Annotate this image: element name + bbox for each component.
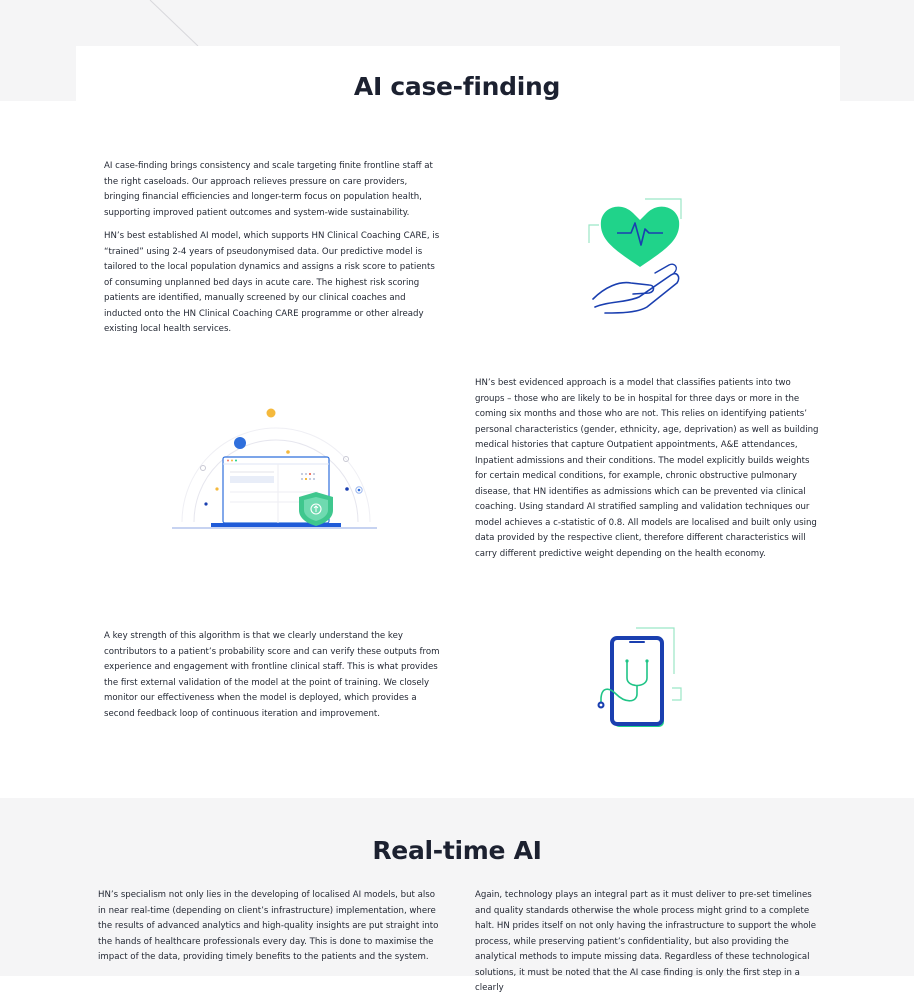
realtime-right-paragraph: Again, technology plays an integral part as it must deliver to pre-set timelines and quality standards otherwise the whole process might grind to a complete halt. HN prides itself on not only having the infrastructure to support the whole process, while preserving patient’s confidentiality, but also providing the analytical methods to impute missing data. Regardless of these technological solutions, it must be noted that the AI case finding is only the first step in a clearly — [475, 890, 817, 993]
section-title-case-finding: AI case-finding — [353, 72, 561, 101]
intro-paragraph-1: AI case-finding brings consistency and scale targeting finite frontline staff at the right caseloads. Our approach relieves pressure on care providers, bringing financial efficiencies and longer-term focus on population health, supporting improved patient outcomes and system-wide sustainability. — [104, 161, 433, 218]
evidence-paragraph: HN’s best evidenced approach is a model that classifies patients into two groups – those who are likely to be in hospital for three days or more in the coming six months and those who are not. This relies on identifying patients’ personal characteristics (gender, ethnicity, age, deprivation) as well as building medical histories that capture Outpatient appointments, A&E attendances, Inpatient admissions and their conditions. The model explicitly builds weights for certain medical conditions, for example, chronic obstructive pulmonary disease, that HN identifies as admissions which can be prevented via clinical coaching. Using standard AI stratified sampling and validation techniques our model achieves a c-statistic of 0.8. All models are localised and built only using data provided by the respective client, therefore different characteristics will carry different predictive weight depending on the health economy. — [475, 378, 819, 559]
heart-in-hand-icon — [585, 195, 695, 320]
intro-paragraph-2: HN’s best established AI model, which supports HN Clinical Coaching CARE, is “trained” using 2-4 years of pseudonymised data. Our predictive model is tailored to the local population dynamics and assigns a risk score to patients of consuming unplanned bed days in acute care. The highest risk scoring patients are identified, manually screened by our clinical coaches and inducted onto the HN Clinical Coaching CARE programme or other already existing local health services. — [104, 231, 440, 334]
strength-paragraph: A key strength of this algorithm is that we clearly understand the key contributors to a patient’s probability score and can verify these outputs from experience and engagement with frontline clinical staff. This is what provides the first external validation of the model at the point of training. We closely monitor our effectiveness when the model is deployed, which provides a second feedback loop of continuous iteration and improvement. — [104, 631, 440, 719]
section-title-realtime: Real-time AI — [372, 836, 542, 865]
laptop-shield-illustration — [168, 402, 383, 537]
realtime-left-paragraph: HN’s specialism not only lies in the developing of localised AI models, but also in near real-time (depending on client’s infrastructure) implementation, where the results of advanced analytics and high-quality insights are put straight into the hands of healthcare professionals every day. This is done to maximise the impact of the data, providing timely benefits to the patients and the system. — [98, 890, 439, 962]
phone-stethoscope-icon — [592, 622, 692, 730]
